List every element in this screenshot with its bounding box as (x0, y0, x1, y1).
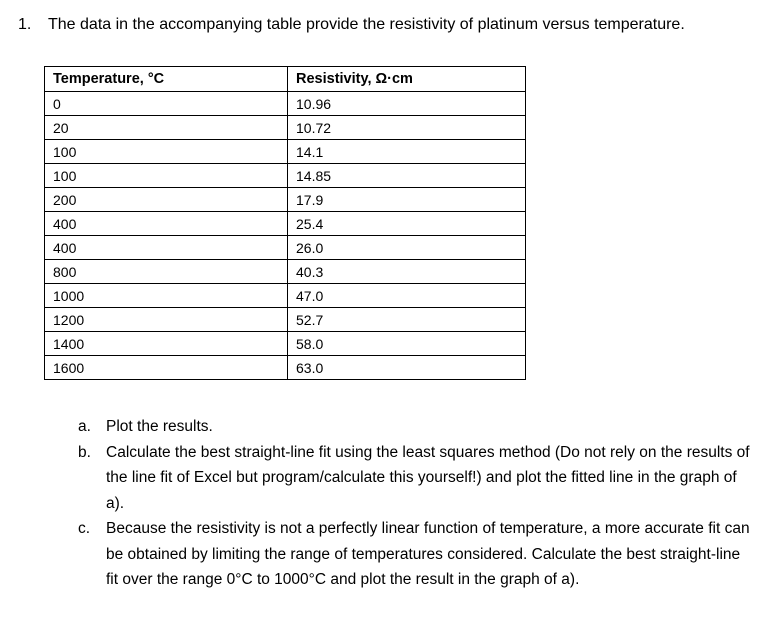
subquestion-marker: b. (78, 443, 91, 461)
table-row (45, 356, 526, 380)
temperature-cell: 400 (45, 236, 288, 260)
subquestion-list (76, 414, 756, 593)
question-number: 1. (18, 16, 32, 33)
resistivity-cell: 63.0 (288, 356, 526, 380)
table-row (45, 212, 526, 236)
table-row (45, 332, 526, 356)
temperature-cell: 800 (45, 260, 288, 284)
resistivity-cell: 14.85 (288, 164, 526, 188)
resistivity-cell: 17.9 (288, 188, 526, 212)
temperature-cell: 20 (45, 116, 288, 140)
subquestion-marker: c. (78, 520, 91, 537)
temperature-cell: 1400 (45, 332, 288, 356)
subquestion-text: Because the resistivity is not a perfectly linear function of temperature, a more accurate fit can be obtained by limiting the range of temperatures considered. Calculate the best straight-line fit over the range 0°C to 1000°C and plot the result in the graph of a). (106, 520, 750, 588)
resistivity-cell: 52.7 (288, 308, 526, 332)
table-row (45, 92, 526, 116)
subquestion-marker: a. (78, 418, 91, 435)
table-row (45, 164, 526, 188)
question-1 (18, 14, 685, 36)
temperature-cell: 1200 (45, 308, 288, 332)
subquestion-b (76, 440, 756, 517)
table-row (45, 140, 526, 164)
temperature-cell: 0 (45, 92, 288, 116)
resistivity-cell: 58.0 (288, 332, 526, 356)
resistivity-cell: 25.4 (288, 212, 526, 236)
table-row (45, 308, 526, 332)
temperature-cell: 1000 (45, 284, 288, 308)
resistivity-cell: 10.72 (288, 116, 526, 140)
resistivity-cell: 10.96 (288, 92, 526, 116)
resistivity-header: Resistivity, Ω·cm (288, 67, 526, 92)
resistivity-cell: 14.1 (288, 140, 526, 164)
table-row (45, 188, 526, 212)
resistivity-table (44, 66, 526, 380)
table-row (45, 116, 526, 140)
temperature-cell: 100 (45, 164, 288, 188)
resistivity-cell: 26.0 (288, 236, 526, 260)
temperature-cell: 400 (45, 212, 288, 236)
resistivity-cell: 40.3 (288, 260, 526, 284)
table-row (45, 236, 526, 260)
resistivity-cell: 47.0 (288, 284, 526, 308)
subquestion-a (76, 414, 756, 440)
table-row (45, 260, 526, 284)
subquestion-text: Plot the results. (106, 418, 213, 435)
question-text: The data in the accompanying table provide the resistivity of platinum versus temperature. (48, 16, 685, 33)
temperature-cell: 200 (45, 188, 288, 212)
temperature-header: Temperature, °C (45, 67, 288, 92)
temperature-cell: 1600 (45, 356, 288, 380)
subquestion-c (76, 516, 756, 593)
temperature-cell: 100 (45, 140, 288, 164)
table-header-row (45, 67, 526, 92)
table-row (45, 284, 526, 308)
subquestion-text: Calculate the best straight-line fit using the least squares method (Do not rely on the results of the line fit of Excel but program/calculate this yourself!) and plot the fitted line in the graph of a). (106, 443, 750, 512)
